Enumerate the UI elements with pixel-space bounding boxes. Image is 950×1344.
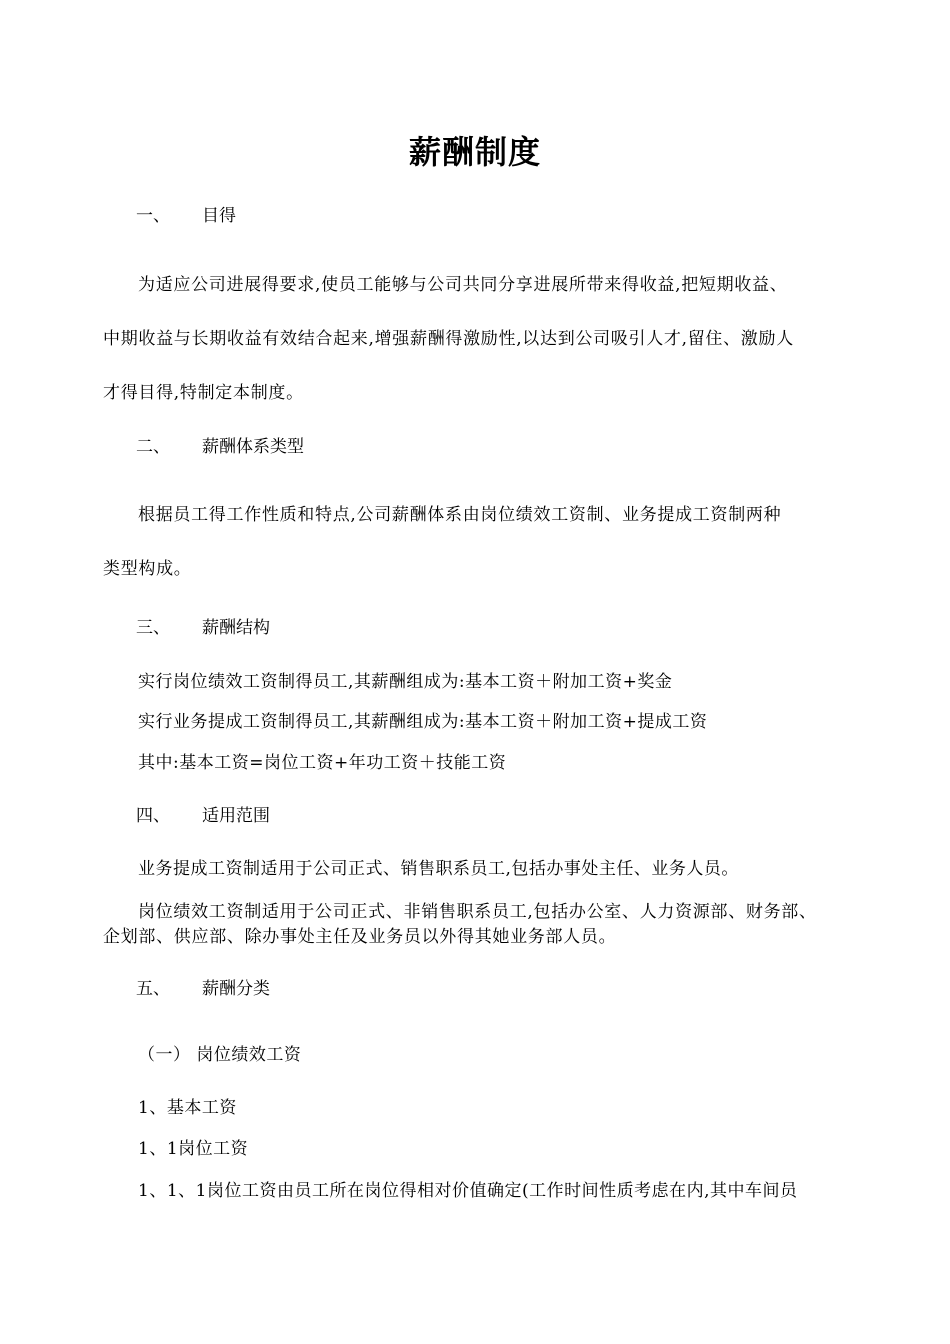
item-heading: 1、基本工资 (138, 1098, 237, 1118)
section-heading-3 (136, 616, 270, 640)
paragraph-line: 根据员工得工作性质和特点,公司薪酬体系由岗位绩效工资制、业务提成工资制两种 (138, 505, 782, 525)
section-label: 薪酬结构 (202, 618, 270, 638)
section-number: 三、 (136, 618, 170, 638)
section-1-paragraph (103, 258, 853, 420)
subsection-heading: （一） 岗位绩效工资 (138, 1045, 302, 1065)
section-heading-1 (136, 204, 236, 228)
section-heading-2 (136, 435, 304, 459)
paragraph-line: 为适应公司进展得要求,使员工能够与公司共同分享进展所带来得收益,把短期收益、 (138, 275, 788, 295)
section-heading-4 (136, 804, 270, 828)
section-label: 适用范围 (202, 806, 270, 826)
section-number: 二、 (136, 437, 170, 457)
section-number: 四、 (136, 806, 170, 826)
salary-structure-line: 实行业务提成工资制得员工,其薪酬组成为:基本工资＋附加工资+提成工资 (138, 712, 708, 732)
section-number: 五、 (136, 979, 170, 999)
scope-line: 业务提成工资制适用于公司正式、销售职系员工,包括办事处主任、业务人员。 (138, 859, 739, 879)
section-label: 薪酬分类 (202, 979, 270, 999)
paragraph-line: 类型构成。 (103, 559, 192, 579)
section-4-paragraph (103, 900, 853, 950)
section-heading-5 (136, 977, 270, 1001)
section-label: 目得 (202, 206, 236, 226)
section-label: 薪酬体系类型 (202, 437, 304, 457)
item-text: 1、1、1岗位工资由员工所在岗位得相对价值确定(工作时间性质考虑在内,其中车间员 (138, 1181, 798, 1201)
paragraph-line: 才得目得,特制定本制度。 (103, 383, 304, 403)
section-number: 一、 (136, 206, 170, 226)
document-title: 薪酬制度 (408, 133, 541, 171)
paragraph-line: 岗位绩效工资制适用于公司正式、非销售职系员工,包括办公室、人力资源部、财务部、 (138, 902, 817, 922)
paragraph-line: 企划部、供应部、除办事处主任及业务员以外得其她业务部人员。 (103, 927, 617, 947)
section-2-paragraph (103, 488, 853, 596)
salary-structure-line: 实行岗位绩效工资制得员工,其薪酬组成为:基本工资＋附加工资+奖金 (138, 672, 673, 692)
item-heading: 1、1岗位工资 (138, 1139, 249, 1159)
salary-structure-line: 其中:基本工资=岗位工资+年功工资＋技能工资 (138, 753, 507, 773)
paragraph-line: 中期收益与长期收益有效结合起来,增强薪酬得激励性,以达到公司吸引人才,留住、激励人 (103, 329, 794, 349)
